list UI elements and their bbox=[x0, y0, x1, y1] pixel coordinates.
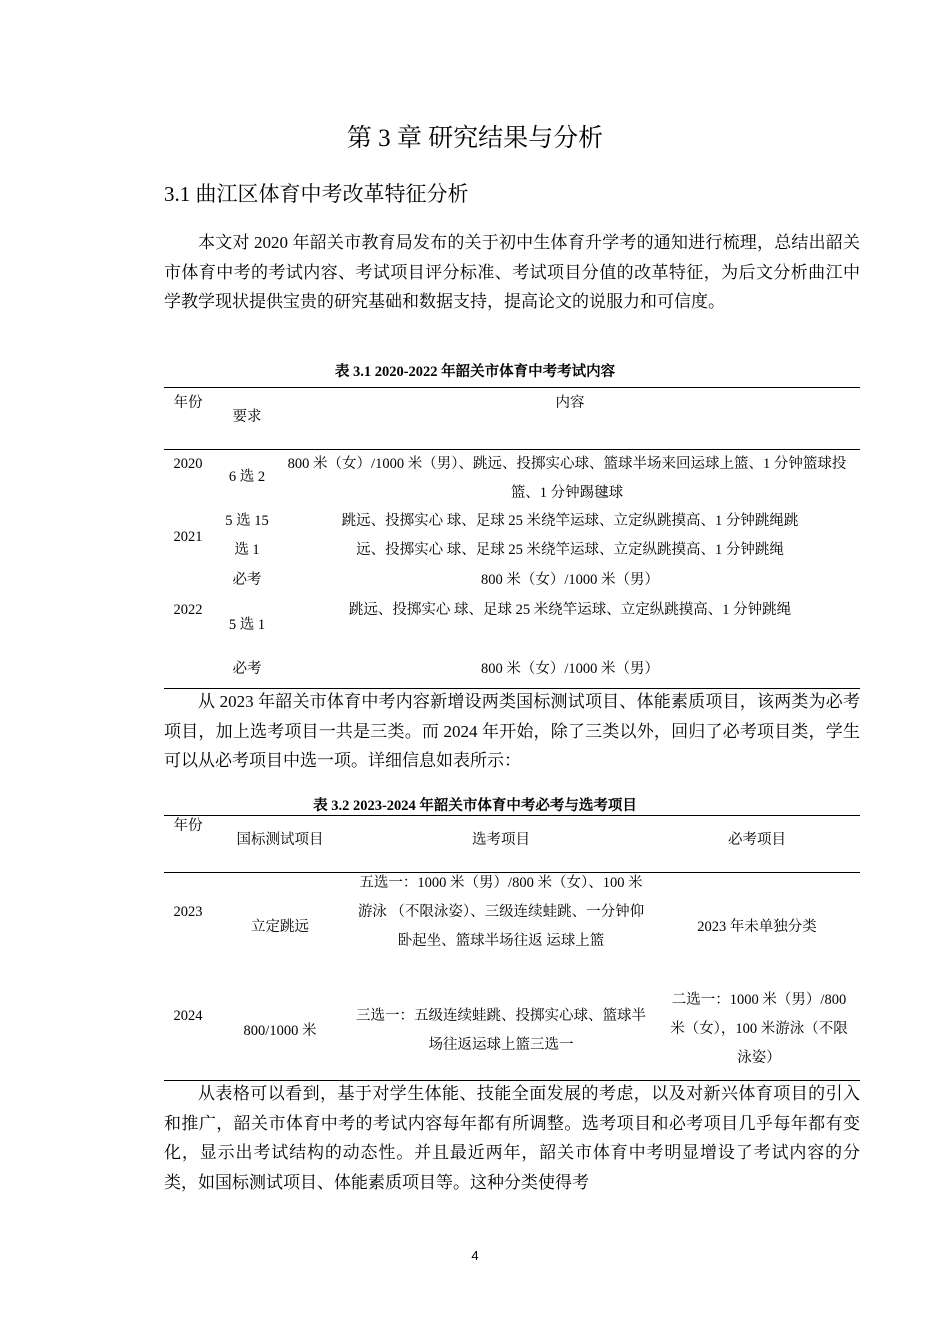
table1-req-2021-a: 5 选 15 bbox=[225, 513, 269, 529]
table1-content-2020: 800 米（女）/1000 米（男）、跳远、投掷实心球、篮球半场来回运球上篮、1 分钟篮球投篮、1 分钟踢毽球 bbox=[287, 456, 847, 501]
table2-required-2023: 2023 年未单独分类 bbox=[697, 919, 817, 935]
table1-req-2021-b: 选 1 bbox=[234, 542, 260, 558]
paragraph-intro bbox=[164, 228, 860, 317]
table1-content-2022-line1: 跳远、投掷实心 球、足球 25 米绕竿运球、立定纵跳摸高、1 分钟跳绳 bbox=[348, 602, 792, 618]
table1-req-2021-c: 必考 bbox=[232, 572, 262, 588]
section-title: 3.1 曲江区体育中考改革特征分析 bbox=[164, 182, 469, 206]
table1-req-2020: 6 选 2 bbox=[228, 469, 266, 485]
table2-national-2024: 800/1000 米 bbox=[243, 1023, 317, 1039]
table1-header-content: 内容 bbox=[555, 395, 585, 411]
table2-year-2024: 2024 bbox=[173, 1008, 203, 1024]
table2-required-2024: 二选一：1000 米（男）/800 米（女），100 米游泳（不限泳姿） bbox=[670, 992, 848, 1066]
paragraph-new-items-text: 从 2023 年韶关市体育中考内容新增设两类国标测试项目、体能素质项目，该两类为必考项目，加上选考项目一共是三类。而 2024 年开始，除了三类以外，回归了必考项目类，学生可以从必考项目中选一项。详细信息如表所示： bbox=[164, 692, 860, 770]
table2-header-required: 必考项目 bbox=[728, 832, 786, 848]
table1-top-rule bbox=[164, 387, 860, 388]
paragraph-analysis-text: 从表格可以看到，基于对学生体能、技能全面发展的考虑，以及对新兴体育项目的引入和推广，韶关市体育中考的考试内容每年都有所调整。选考项目和必考项目几乎每年都有变化，显示出考试结构的动态性。并且最近两年，韶关市体育中考明显增设了考试内容的分类，如国标测试项目、体能素质项目等。这种分类使得考 bbox=[164, 1084, 860, 1192]
table2-caption: 表 3.2 2023-2024 年韶关市体育中考必考与选考项目 bbox=[313, 798, 637, 814]
table1-content-2022-line2: 800 米（女）/1000 米（男） bbox=[480, 661, 660, 677]
table2-header-year: 年份 bbox=[173, 818, 203, 834]
paragraph-analysis bbox=[164, 1079, 860, 1197]
table2-header-elective: 选考项目 bbox=[472, 832, 530, 848]
chapter-title: 第 3 章 研究结果与分析 bbox=[346, 125, 604, 152]
table1-req-2022-a: 5 选 1 bbox=[228, 617, 266, 633]
table1-year-2020: 2020 bbox=[173, 456, 203, 472]
table2-national-2023: 立定跳远 bbox=[251, 919, 309, 935]
table1-header-year: 年份 bbox=[173, 395, 203, 411]
table1-content-2021-line2: 远、投掷实心 球、足球 25 米绕竿运球、立定纵跳摸高、1 分钟跳绳 bbox=[356, 542, 784, 558]
table1-req-2022-b: 必考 bbox=[232, 661, 262, 677]
table1-content-2021-line1: 跳远、投掷实心 球、足球 25 米绕竿运球、立定纵跳摸高、1 分钟跳绳跳 bbox=[341, 513, 799, 529]
table2-elective-2024: 三选一：五级连续蛙跳、投掷实心球、篮球半场往返运球上篮三选一 bbox=[356, 1008, 646, 1053]
table1-header-requirement: 要求 bbox=[232, 409, 262, 425]
table2-elective-2023: 五选一：1000 米（男）/800 米（女）、100 米游泳 （不限泳姿）、三级连续蛙跳、一分钟仰卧起坐、篮球半场往返 运球上篮 bbox=[357, 875, 645, 949]
table1-content-2021-line3: 800 米（女）/1000 米（男） bbox=[480, 572, 660, 588]
table2-year-2023: 2023 bbox=[173, 904, 203, 920]
paragraph-new-items bbox=[164, 687, 860, 776]
table1-year-2021: 2021 bbox=[173, 529, 203, 545]
page-number: 4 bbox=[471, 1248, 479, 1263]
table2-top-rule bbox=[164, 815, 860, 816]
table1-year-2022: 2022 bbox=[173, 602, 203, 618]
table2-header-national: 国标测试项目 bbox=[236, 832, 324, 848]
paragraph-intro-text: 本文对 2020 年韶关市教育局发布的关于初中生体育升学考的通知进行梳理，总结出韶关市体育中考的考试内容、考试项目评分标准、考试项目分值的改革特征，为后文分析曲江中学教学现状提供宝贵的研究基础和数据支持，提高论文的说服力和可信度。 bbox=[164, 233, 860, 311]
table1-caption: 表 3.1 2020-2022 年韶关市体育中考考试内容 bbox=[334, 364, 616, 380]
